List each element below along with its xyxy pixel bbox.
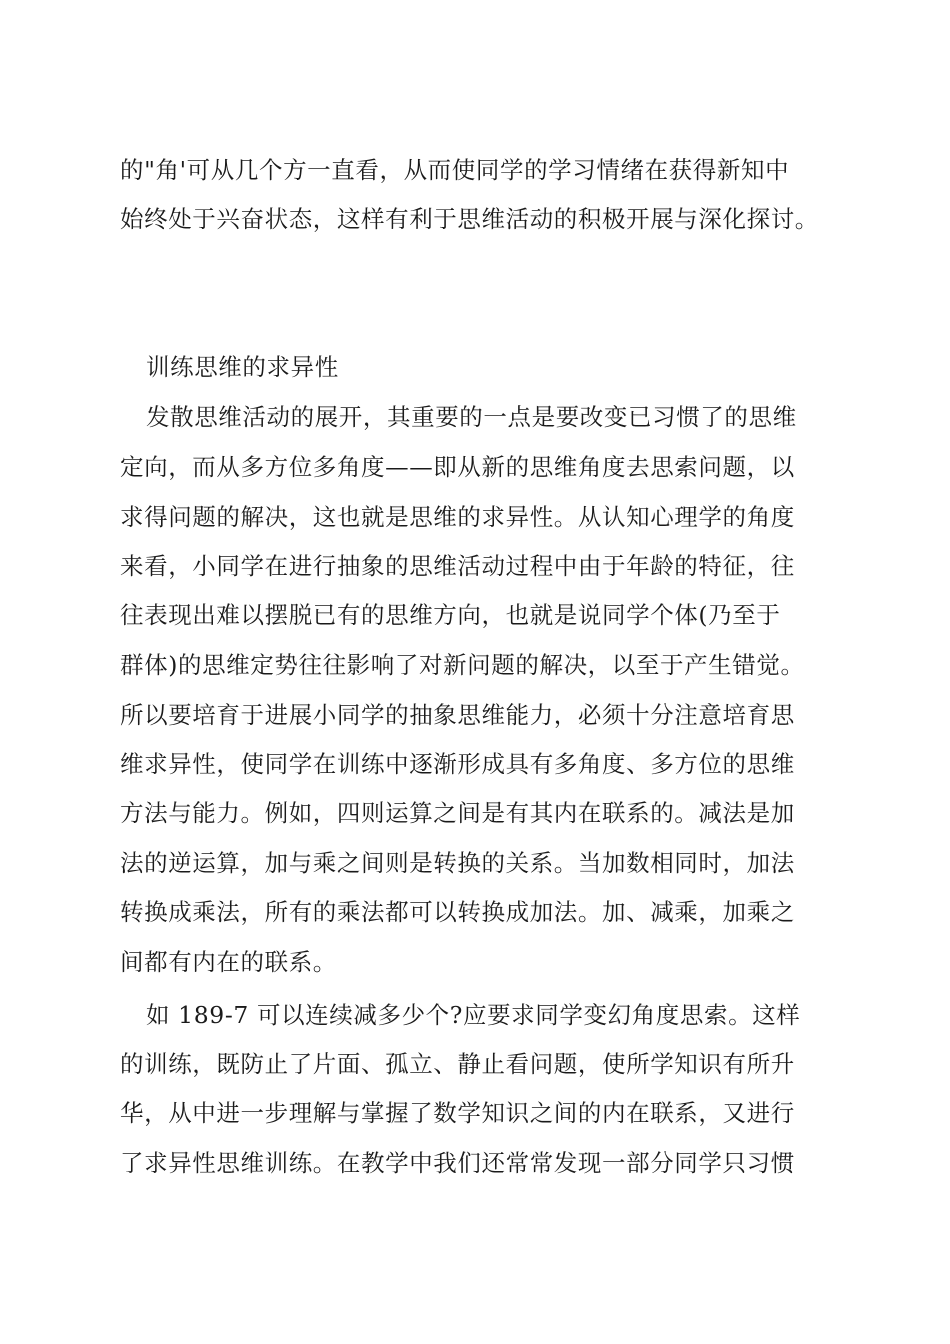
text-line: 所以要培育于进展小同学的抽象思维能力，必须十分注意培育思 xyxy=(120,701,795,729)
text-line: 往表现出难以摆脱已有的思维方向，也就是说同学个体(乃至于 xyxy=(120,601,781,629)
text-line: 定向，而从多方位多角度——即从新的思维角度去思索问题，以 xyxy=(120,453,795,481)
text-line: 维求异性，使同学在训练中逐渐形成具有多角度、多方位的思维 xyxy=(120,750,795,778)
text-line: 如 189-7 可以连续减多少个?应要求同学变幻角度思索。这样 xyxy=(146,1001,801,1029)
text-line: 法的逆运算，加与乘之间则是转换的关系。当加数相同时，加法 xyxy=(120,849,795,877)
section-heading: 训练思维的求异性 xyxy=(146,353,339,381)
text-line: 方法与能力。例如，四则运算之间是有其内在联系的。减法是加 xyxy=(120,799,795,827)
text-line: 发散思维活动的展开，其重要的一点是要改变已习惯了的思维 xyxy=(146,403,797,431)
text-line: 华，从中进一步理解与掌握了数学知识之间的内在联系，又进行 xyxy=(120,1099,795,1127)
text-line: 的训练，既防止了片面、孤立、静止看问题，使所学知识有所升 xyxy=(120,1050,795,1078)
text-line: 始终处于兴奋状态，这样有利于思维活动的积极开展与深化探讨。 xyxy=(120,205,819,233)
text-line: 转换成乘法，所有的乘法都可以转换成加法。加、减乘，加乘之 xyxy=(120,898,795,926)
text-line: 的"角'可从几个方一直看，从而使同学的学习情绪在获得新知中 xyxy=(120,156,790,184)
text-line: 来看，小同学在进行抽象的思维活动过程中由于年龄的特征，往 xyxy=(120,552,795,580)
text-line: 了求异性思维训练。在教学中我们还常常发现一部分同学只习惯 xyxy=(120,1149,795,1177)
text-line: 群体)的思维定势往往影响了对新问题的解决，以至于产生错觉。 xyxy=(120,651,805,679)
text-line: 求得问题的解决，这也就是思维的求异性。从认知心理学的角度 xyxy=(120,503,795,531)
text-line: 间都有内在的联系。 xyxy=(120,948,337,976)
